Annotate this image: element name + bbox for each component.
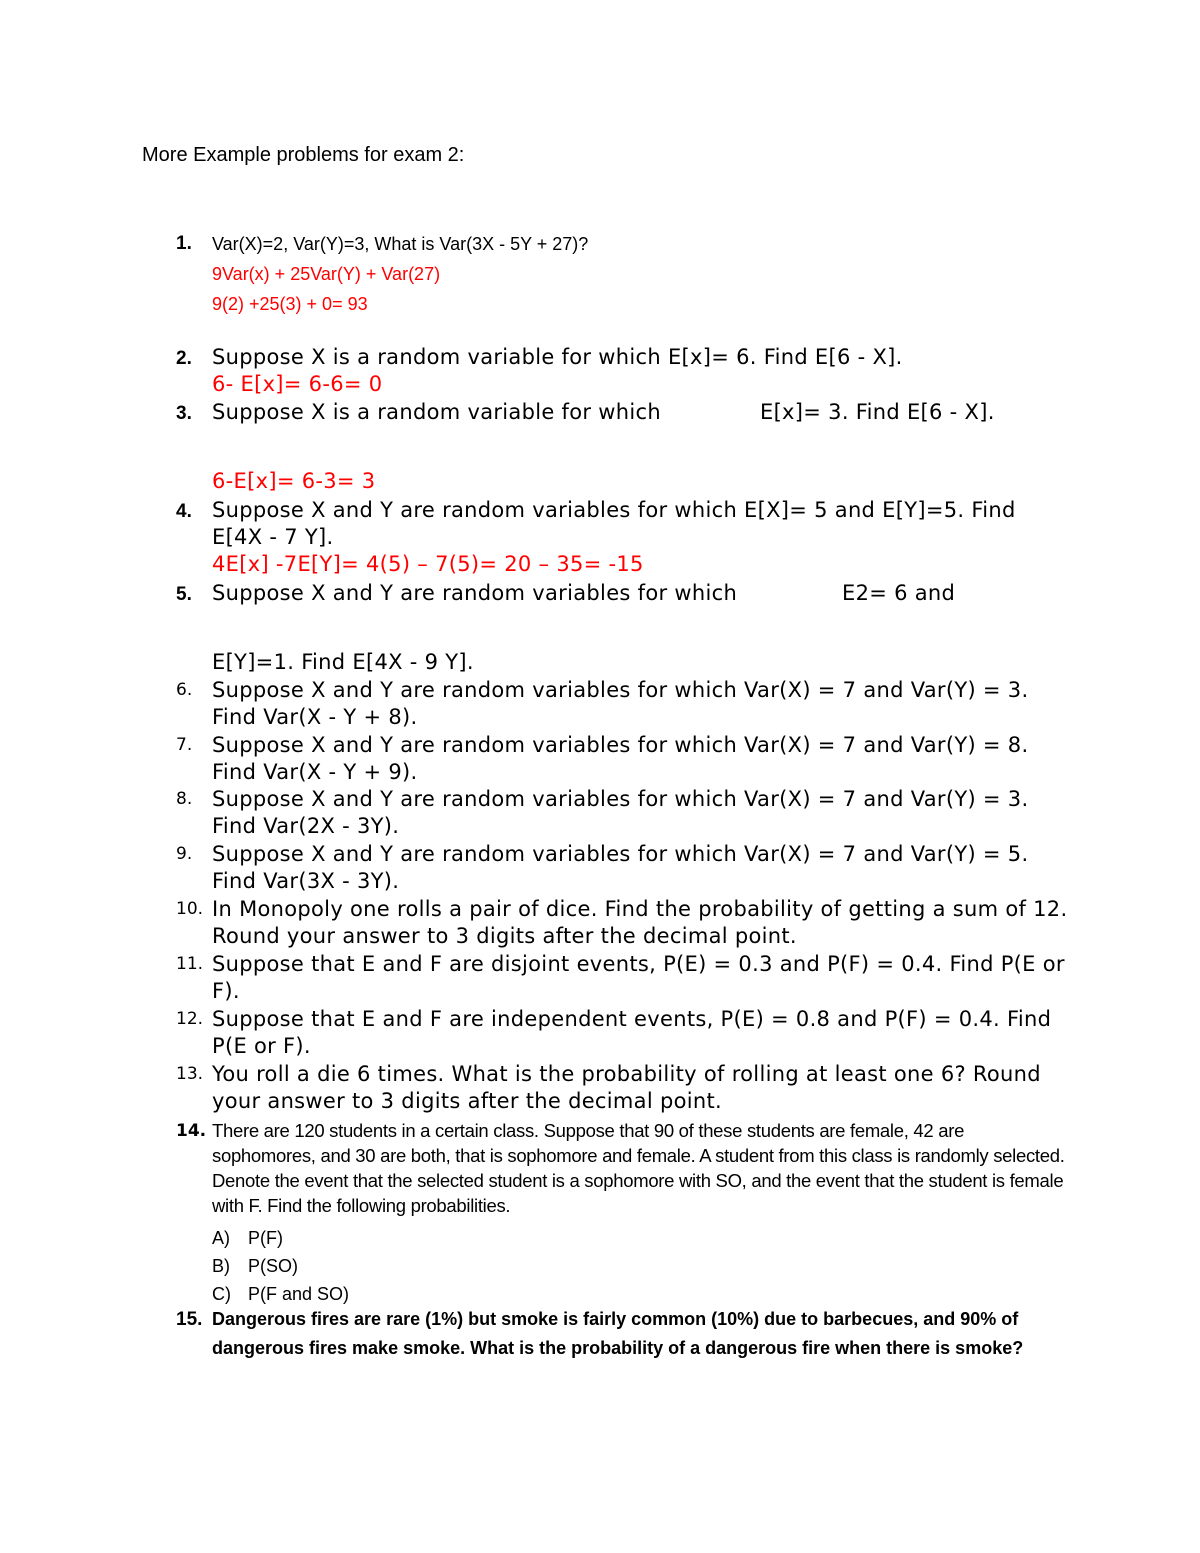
- question-text: In Monopoly one rolls a pair of dice. Find the probability of getting a sum of 12. Round your answer to 3 digits after the decimal point.: [212, 897, 1068, 948]
- problem-text: [212, 497, 1072, 578]
- question-text: Suppose X and Y are random variables for which Var(X) = 7 and Var(Y) = 5. Find Var(3X - 3Y).: [212, 842, 1029, 893]
- problem-number: 1.: [176, 233, 192, 254]
- sub-question-text: P(F): [248, 1228, 283, 1248]
- problem-number: 6.: [176, 680, 193, 700]
- answer-line: 9Var(x) + 25Var(Y) + Var(27): [212, 264, 441, 284]
- question-text: Suppose X is a random variable for which E[x]= 6. Find E[6 - X].: [212, 345, 903, 369]
- question-text: Suppose that E and F are disjoint events, P(E) = 0.3 and P(F) = 0.4. Find P(E or F).: [212, 952, 1065, 1003]
- question-text: Suppose X is a random variable for which: [212, 400, 661, 424]
- question-text: Suppose X and Y are random variables for which E[X]= 5 and E[Y]=5. Find E[4X - 7 Y].: [212, 498, 1016, 549]
- sub-question-letter: C): [212, 1284, 231, 1304]
- problem-text: [212, 344, 1072, 398]
- question-text: E[Y]=1. Find E[4X - 9 Y].: [212, 650, 474, 674]
- problem-number: 9.: [176, 844, 193, 864]
- question-text: Dangerous fires are rare (1%) but smoke is fairly common (10%) due to barbecues, and 90% of dangerous fires make smoke. What is the probability of a dangerous fire when there is smoke?: [212, 1309, 1024, 1358]
- problem-number: 2.: [176, 348, 192, 369]
- problem-number: 14.: [176, 1121, 207, 1141]
- sub-question-text: P(F and SO): [248, 1284, 350, 1304]
- sub-question-list: [212, 1224, 1072, 1308]
- problem-number: 7.: [176, 735, 193, 755]
- question-text: E[x]= 3. Find E[6 - X].: [760, 400, 995, 424]
- question-text: Suppose X and Y are random variables for which Var(X) = 7 and Var(Y) = 3. Find Var(X - Y + 8).: [212, 678, 1029, 729]
- problem-number: 15.: [176, 1309, 203, 1330]
- problem-text: [212, 1118, 1072, 1308]
- sub-question: [212, 1252, 1072, 1280]
- sub-question: [212, 1280, 1072, 1308]
- question-text: Suppose X and Y are random variables for which: [212, 581, 738, 605]
- sub-question-letter: A): [212, 1228, 230, 1248]
- question-text: Suppose X and Y are random variables for which Var(X) = 7 and Var(Y) = 8. Find Var(X - Y + 9).: [212, 733, 1029, 784]
- problem-text: [212, 580, 1072, 676]
- question-text: Suppose X and Y are random variables for which Var(X) = 7 and Var(Y) = 3. Find Var(2X - 3Y).: [212, 787, 1029, 838]
- question-text: You roll a die 6 times. What is the probability of rolling at least one 6? Round your answer to 3 digits after the decimal point.: [212, 1062, 1041, 1113]
- answer-line: 9(2) +25(3) + 0= 93: [212, 294, 368, 314]
- problem-number: 11.: [176, 954, 204, 974]
- problem-number: 3.: [176, 403, 192, 424]
- problem-number: 4.: [176, 501, 192, 522]
- problem-number: 10.: [176, 899, 204, 919]
- answer-line: 6- E[x]= 6-6= 0: [212, 372, 383, 396]
- problem-text: [212, 399, 1072, 495]
- problem-number: 8.: [176, 789, 193, 809]
- sub-question: [212, 1224, 1072, 1252]
- problem-number: 5.: [176, 584, 192, 605]
- answer-line: 4E[x] -7E[Y]= 4(5) – 7(5)= 20 – 35= -15: [212, 552, 644, 576]
- problem-text: [212, 229, 1072, 319]
- question-text: There are 120 students in a certain class. Suppose that 90 of these students are female, 42 are sophomores, and 30 are both, that is sophomore and female. A student from this class is randomly selected. Denote the event that the selected student is a sophomore with SO, and the event that the student is female with F. Find the following probabilities.: [212, 1120, 1065, 1216]
- sub-question-letter: B): [212, 1256, 230, 1276]
- question-text: E2= 6 and: [842, 581, 956, 605]
- problem-number: 12.: [176, 1009, 204, 1029]
- sub-question-text: P(SO): [248, 1256, 299, 1276]
- question-text: Suppose that E and F are independent events, P(E) = 0.8 and P(F) = 0.4. Find P(E or F).: [212, 1007, 1052, 1058]
- answer-line: 6-E[x]= 6-3= 3: [212, 469, 376, 493]
- problem-number: 13.: [176, 1064, 204, 1084]
- question-text: Var(X)=2, Var(Y)=3, What is Var(3X - 5Y + 27)?: [212, 234, 589, 254]
- page-title: More Example problems for exam 2:: [142, 144, 465, 166]
